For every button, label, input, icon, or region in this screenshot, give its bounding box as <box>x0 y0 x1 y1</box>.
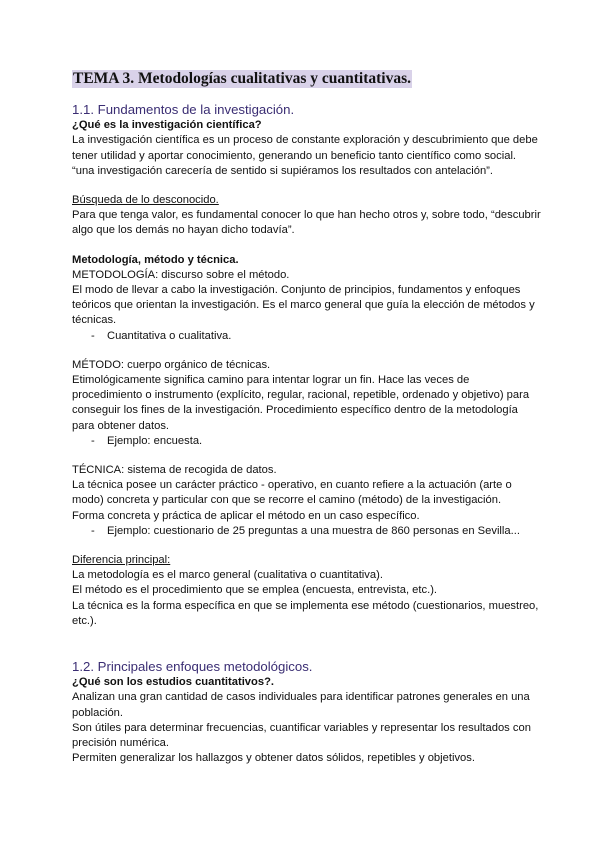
heading-metodologia-metodo-tecnica: Metodología, método y técnica. <box>72 253 239 266</box>
question-investigacion: ¿Qué es la investigación científica? <box>72 119 262 132</box>
bullet-dash: - <box>91 434 95 447</box>
diferencia-tecnica: La técnica es la forma específica en que se implementa ese método (cuestionarios, muestreo, etc.). <box>72 599 539 627</box>
paragraph-cuantitativos-2: Son útiles para determinar frecuencias, cuantificar variables y representar los resultados con precisión numérica. <box>72 721 531 749</box>
section-heading-enfoques: 1.2. Principales enfoques metodológicos. <box>72 659 313 675</box>
paragraph-cuantitativos-3: Permiten generalizar los hallazgos y obtener datos sólidos, repetibles y objetivos. <box>72 752 475 765</box>
document-page <box>72 70 542 766</box>
quote-investigacion: “una investigación carecería de sentido si supiéramos los resultados con antelación”. <box>72 164 494 177</box>
label-metodologia: METODOLOGÍA: discurso sobre el método. <box>72 268 290 281</box>
list-item-metodo: - Ejemplo: encuesta. <box>72 434 542 449</box>
list-item-metodologia: - Cuantitativa o cualitativa. <box>72 329 542 344</box>
diferencia-metodologia: La metodología es el marco general (cualitativa o cuantitativa). <box>72 569 383 582</box>
paragraph-investigacion: La investigación científica es un proceso de constante exploración y descubrimiento que debe tener utilidad y aportar conocimiento, generando un beneficio tanto científico como social. <box>72 134 538 162</box>
paragraph-tecnica-2: Forma concreta y práctica de aplicar el método en un caso específico. <box>72 509 420 522</box>
label-diferencia: Diferencia principal: <box>72 554 171 567</box>
bullet-dash: - <box>91 524 95 537</box>
section-heading-fundamentos: 1.1. Fundamentos de la investigación. <box>72 102 295 118</box>
paragraph-metodo: Etimológicamente significa camino para intentar lograr un fin. Hace las veces de procedimiento o instrumento (explícito, regular, racional, repetible, ordenado y objetivo) para conseguir los fines de la investigación. Procedimiento específico dentro de la metodología para obtener datos. <box>72 374 530 432</box>
label-metodo: MÉTODO: cuerpo orgánico de técnicas. <box>72 358 271 371</box>
paragraph-busqueda: Para que tenga valor, es fundamental conocer lo que han hecho otros y, sobre todo, “descubrir algo que los demás no hayan dicho todavía”. <box>72 209 541 237</box>
label-busqueda: Búsqueda de lo desconocido. <box>72 194 219 207</box>
paragraph-metodologia: El modo de llevar a cabo la investigación. Conjunto de principios, fundamentos y enfoques teóricos que orientan la investigación. Es el marco general que guía la elección de métodos y técnicas. <box>72 284 535 327</box>
list-item-tecnica: - Ejemplo: cuestionario de 25 preguntas a una muestra de 860 personas en Sevilla... <box>72 524 542 539</box>
label-tecnica: TÉCNICA: sistema de recogida de datos. <box>72 464 277 477</box>
diferencia-metodo: El método es el procedimiento que se emplea (encuesta, entrevista, etc.). <box>72 584 438 597</box>
bullet-dash: - <box>91 329 95 342</box>
document-title: TEMA 3. Metodologías cualitativas y cuantitativas. <box>73 70 411 87</box>
question-cuantitativos: ¿Qué son los estudios cuantitativos?. <box>72 676 275 689</box>
paragraph-cuantitativos-1: Analizan una gran cantidad de casos individuales para identificar patrones generales en una población. <box>72 691 530 719</box>
paragraph-tecnica-1: La técnica posee un carácter práctico - operativo, en cuanto refiere a la actuación (arte o modo) concreta y particular con que se recorre el camino (método) de la investigación. <box>72 479 512 507</box>
